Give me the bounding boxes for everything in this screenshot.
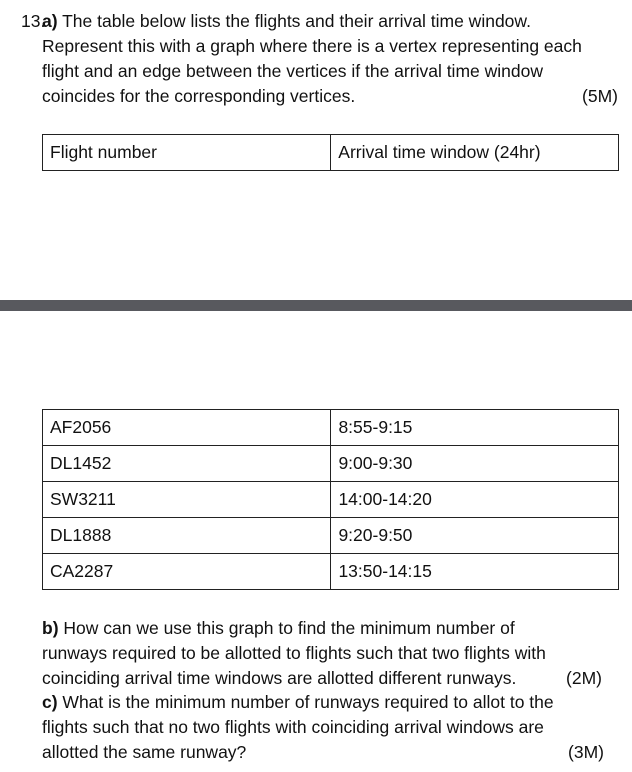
table-header-row bbox=[43, 135, 619, 171]
table-row bbox=[43, 482, 619, 518]
table-row bbox=[43, 518, 619, 554]
page-separator bbox=[0, 300, 632, 311]
part-b-line-2: runways required to be allotted to flights such that two flights with bbox=[42, 643, 546, 663]
part-a-line-4: coincides for the corresponding vertices. bbox=[42, 86, 356, 106]
part-b-label: b) bbox=[42, 618, 59, 638]
part-c-text bbox=[42, 690, 620, 765]
table-row bbox=[43, 554, 619, 590]
part-a-text bbox=[42, 9, 620, 109]
part-a-label: a) bbox=[42, 11, 58, 31]
window-cell: 14:00-14:20 bbox=[331, 482, 619, 518]
window-cell: 9:20-9:50 bbox=[331, 518, 619, 554]
part-b-marks: (2M) bbox=[566, 668, 602, 688]
window-cell: 9:00-9:30 bbox=[331, 446, 619, 482]
question-number: 13. bbox=[21, 11, 46, 31]
part-c-marks: (3M) bbox=[568, 742, 604, 762]
flights-table bbox=[42, 409, 619, 590]
part-a-marks: (5M) bbox=[582, 86, 618, 106]
part-b-line-3: coinciding arrival time windows are allotted different runways. bbox=[42, 668, 517, 688]
part-a-line-2: Represent this with a graph where there is a vertex representing each bbox=[42, 36, 582, 56]
part-a-line-3: flight and an edge between the vertices if the arrival time window bbox=[42, 61, 543, 81]
flight-cell: DL1888 bbox=[43, 518, 331, 554]
flight-cell: DL1452 bbox=[43, 446, 331, 482]
window-cell: 8:55-9:15 bbox=[331, 410, 619, 446]
table-header bbox=[42, 134, 619, 171]
part-c-line-3: allotted the same runway? bbox=[42, 742, 247, 762]
table-row bbox=[43, 446, 619, 482]
window-cell: 13:50-14:15 bbox=[331, 554, 619, 590]
part-c-line-1: What is the minimum number of runways required to allot to the bbox=[57, 692, 554, 712]
flight-cell: AF2056 bbox=[43, 410, 331, 446]
header-arrival-window: Arrival time window (24hr) bbox=[331, 135, 619, 171]
flight-cell: SW3211 bbox=[43, 482, 331, 518]
header-flight-number: Flight number bbox=[43, 135, 331, 171]
part-c-line-2: flights such that no two flights with coinciding arrival windows are bbox=[42, 717, 544, 737]
part-b-text bbox=[42, 616, 620, 691]
flight-cell: CA2287 bbox=[43, 554, 331, 590]
table-row bbox=[43, 410, 619, 446]
part-a-line-1: The table below lists the flights and their arrival time window. bbox=[57, 11, 531, 31]
part-b-line-1: How can we use this graph to find the minimum number of bbox=[58, 618, 515, 638]
part-c-label: c) bbox=[42, 692, 58, 712]
